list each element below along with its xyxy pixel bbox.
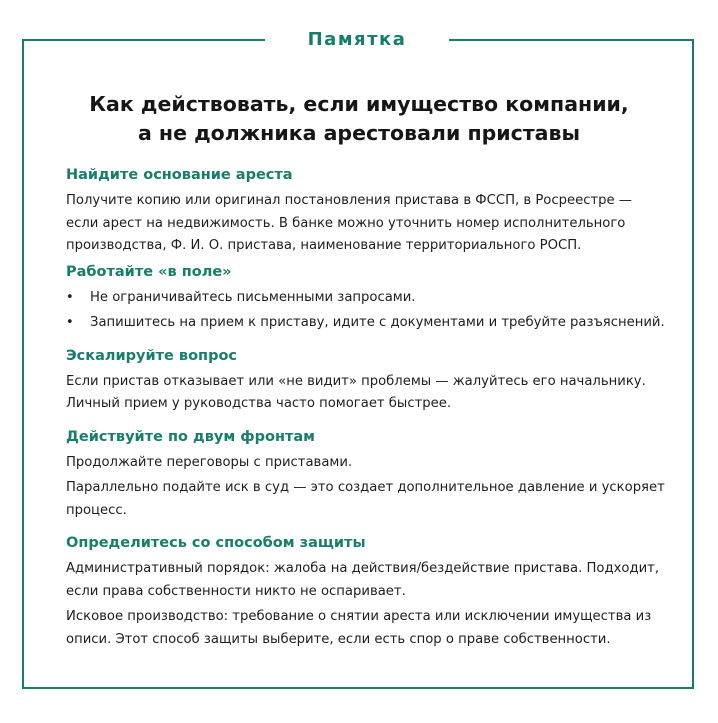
section-field-work [66,261,666,335]
section-two-fronts [66,426,666,523]
section-heading: Эскалируйте вопрос [66,347,238,364]
section-paragraph: Если пристав отказывает или «не видит» проблемы — жалуйтесь его начальнику. Личный прием у руководства часто помогает быстрее. [66,373,646,411]
section-paragraph: Административный порядок: жалоба на действия/бездействие пристава. Подходит, если права собственности никто не оспаривает. [66,561,660,599]
section-escalate [66,345,666,416]
bullet-text: Запишитесь на прием к приставу, идите с документами и требуйте разъяснений. [90,315,665,330]
section-paragraph: Параллельно подайте иск в суд — это создает дополнительное давление и ускоряет процесс. [66,480,665,518]
title-line-2: а не должника арестовали приставы [137,121,581,145]
page-title [40,90,678,148]
bullet-item [66,287,666,310]
section-paragraph: Продолжайте переговоры с приставами. [66,454,353,470]
section-heading: Действуйте по двум фронтам [66,428,316,445]
memo-badge: Памятка [265,26,449,54]
bullet-text: Не ограничивайтесь письменными запросами. [90,289,416,305]
section-paragraph: Получите копию или оригинал постановления пристава в ФССП, в Росреестре — если арест на недвижимость. В банке можно уточнить номер исполнительного производства, Ф. И. О. пристава, наименование территориального РОСП. [66,193,632,253]
section-find-basis [66,164,666,258]
section-heading: Определитесь со способом защиты [66,535,366,551]
section-paragraph: Исковое производство: требование о снятии ареста или исключении имущества из описи. Этот способ защиты выберите, если есть спор о праве собственности. [66,609,652,647]
bullet-icon: • [66,315,74,330]
memo-content [66,164,666,654]
section-protection-method [66,532,666,651]
bullet-item [66,312,666,335]
section-heading: Работайте «в поле» [66,263,232,280]
section-heading: Найдите основание ареста [66,167,293,183]
title-line-1: Как действовать, если имущество компании, [89,92,629,116]
bullet-list [66,287,666,335]
bullet-icon: • [66,289,74,305]
